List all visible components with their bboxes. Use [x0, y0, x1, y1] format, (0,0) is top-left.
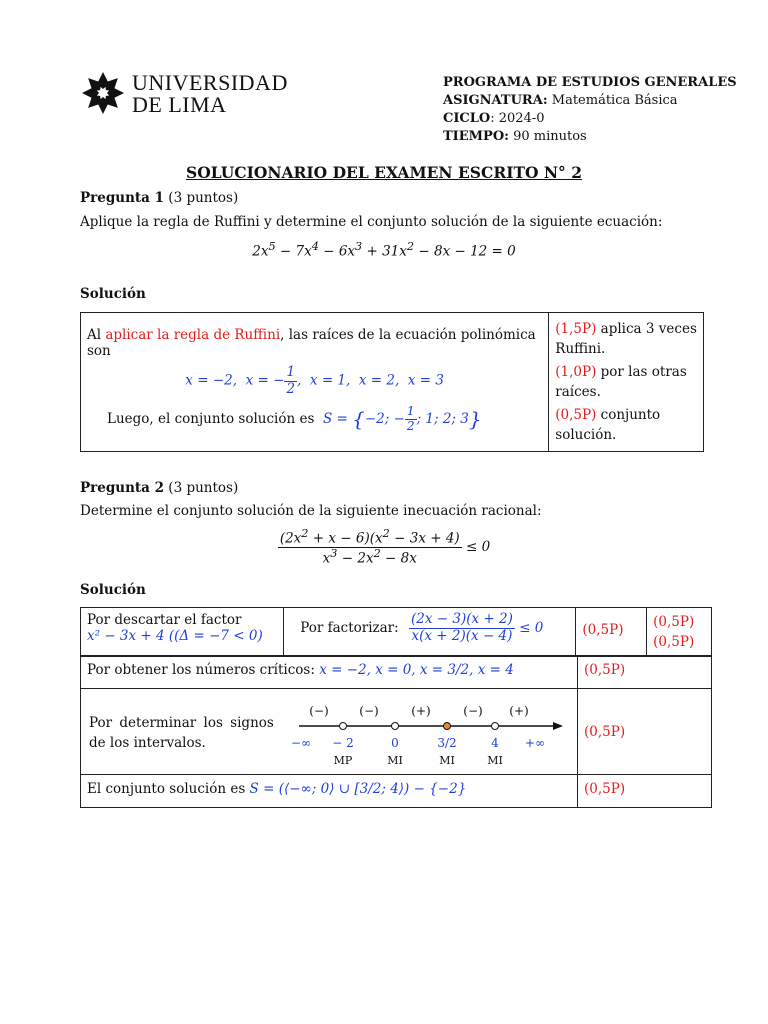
sign-number-line: [285, 691, 575, 771]
q2-row2: [81, 656, 578, 689]
q2-row1-pts-bc: [647, 608, 712, 657]
q2-row3: [81, 689, 578, 775]
q2-row3-pts: (0,5P): [578, 689, 712, 775]
q2-row1-factor: x² − 3x + 4 ((Δ = −7 < 0): [87, 628, 263, 644]
q2-heading: [80, 480, 238, 496]
q1-score2-text: por las otras raíces.: [555, 364, 687, 400]
cycle-value: : 2024-0: [490, 111, 545, 126]
q2-row3-text-2: de los intervalos.: [89, 735, 206, 751]
q2-inequality: $\frac{(2x^2 + x - 6)(x^2 - 3x + 4)}{x^3 - 2x^2 - 8x}$ ≤ 0: [279, 527, 491, 567]
critical-point: [340, 723, 347, 730]
q2-points: (3 puntos): [168, 480, 239, 496]
multiplicity-label: MP: [333, 754, 353, 767]
interval-sign: (+): [411, 704, 431, 718]
q2-statement: Determine el conjunto solución de la siguiente inecuación racional:: [80, 503, 542, 519]
q1-roots: x = −2, x = − $\frac{1}{2}$ , x = 1, x = 2, x = 3: [185, 364, 444, 397]
q2-row1-text: Por descartar el factor: [87, 612, 242, 628]
q2-row1-discard: [81, 608, 284, 657]
q1-conclusion-text: Luego, el conjunto solución es: [107, 410, 315, 427]
q1-heading: [80, 190, 238, 206]
q1-statement: Aplique la regla de Ruffini y determine el conjunto solución de la siguiente ecuación:: [80, 214, 663, 230]
q1-solution-set: S = {−2; − $\frac{1}{2}$ ; 1; 2; 3}: [318, 404, 482, 433]
star-logo-icon: [80, 70, 126, 116]
q2-row3-text-1: Por determinar los signos: [89, 715, 274, 731]
number-line-label: 3/2: [437, 736, 457, 750]
q2-row1: [80, 607, 712, 657]
multiplicity-label: MI: [487, 754, 503, 767]
q1-points: (3 puntos): [168, 190, 239, 206]
q1-text-red: aplicar la regla de Ruffini: [105, 327, 281, 343]
subject-label: ASIGNATURA:: [443, 93, 548, 108]
q2-solution-set: S = (⟨−∞; 0⟩ ∪ [3/2; 4⟩) − {−2}: [249, 781, 467, 797]
logo-line-1: UNIVERSIDAD: [132, 70, 288, 95]
time-value: 90 minutos: [513, 129, 587, 144]
q1-score1-text: aplica 3 veces Ruffini.: [555, 321, 697, 357]
interval-sign: (+): [509, 704, 529, 718]
q2-row4-pts: (0,5P): [578, 775, 712, 808]
number-line-label: +∞: [524, 736, 546, 750]
critical-point: [492, 723, 499, 730]
subject-value: Matemática Básica: [551, 93, 678, 108]
q1-conclusion: [87, 405, 542, 434]
q2-row3-text: [89, 713, 274, 753]
q1-text-a: Al: [87, 327, 106, 343]
q1-scores-cell: [549, 313, 704, 452]
q2-row1-pts-a: (0,5P): [576, 608, 647, 657]
number-line-label: 0: [391, 736, 399, 750]
q2-row2-text: Por obtener los números críticos:: [87, 662, 315, 678]
q2-rows: [80, 655, 712, 808]
multiplicity-label: MI: [439, 754, 455, 767]
time-label: TIEMPO:: [443, 129, 509, 144]
multiplicity-label: MI: [387, 754, 403, 767]
q1-score3-pts: (0,5P): [555, 407, 597, 423]
program-name: PROGRAMA DE ESTUDIOS GENERALES: [443, 75, 737, 90]
q2-row1-factor-label: Por factorizar:: [300, 620, 399, 637]
number-line-label: 4: [491, 736, 499, 750]
cycle-label: CICLO: [443, 111, 491, 126]
q1-label: Pregunta 1: [80, 190, 164, 206]
university-logo: [80, 70, 288, 118]
q1-solution-table: [80, 312, 704, 452]
critical-point: [444, 723, 451, 730]
logo-line-2: DE LIMA: [132, 92, 227, 117]
q2-factorized: $\frac{(2x - 3)(x + 2)}{x(x + 2)(x - 4)}$ ≤ 0: [411, 611, 544, 644]
q2-row4-text: El conjunto solución es: [87, 781, 246, 797]
critical-point: [392, 723, 399, 730]
interval-sign: (−): [309, 704, 329, 718]
q1-score2-pts: (1,0P): [555, 364, 597, 380]
q2-critical-values: x = −2, x = 0, x = 3/2, x = 4: [319, 662, 514, 678]
q1-text-b: , las raíces de la ecuación polinómica son: [87, 327, 536, 359]
q2-row1-factorize: [284, 608, 576, 657]
number-line-label: − 2: [332, 736, 354, 750]
q1-score1-pts: (1,5P): [555, 321, 597, 337]
interval-sign: (−): [359, 704, 379, 718]
q2-label: Pregunta 2: [80, 480, 164, 496]
number-line-label: −∞: [290, 736, 312, 750]
q1-solution-label: Solución: [80, 286, 146, 302]
q2-row1-pts-c: (0,5P): [653, 634, 695, 650]
q1-score3-text: conjunto solución.: [555, 407, 661, 443]
q1-solution-cell: [81, 313, 549, 452]
page-title: SOLUCIONARIO DEL EXAMEN ESCRITO N° 2: [186, 163, 582, 182]
q1-equation: $2x^5 - 7x^4 - 6x^3 + 31x^2 - 8x - 12 = 0$: [252, 240, 516, 260]
interval-sign: (−): [463, 704, 483, 718]
q2-row2-pts: (0,5P): [578, 656, 712, 689]
q2-row4: [81, 775, 578, 808]
q2-solution-label: Solución: [80, 582, 146, 598]
course-info: [443, 74, 737, 146]
q2-row1-pts-b: (0,5P): [653, 614, 695, 630]
